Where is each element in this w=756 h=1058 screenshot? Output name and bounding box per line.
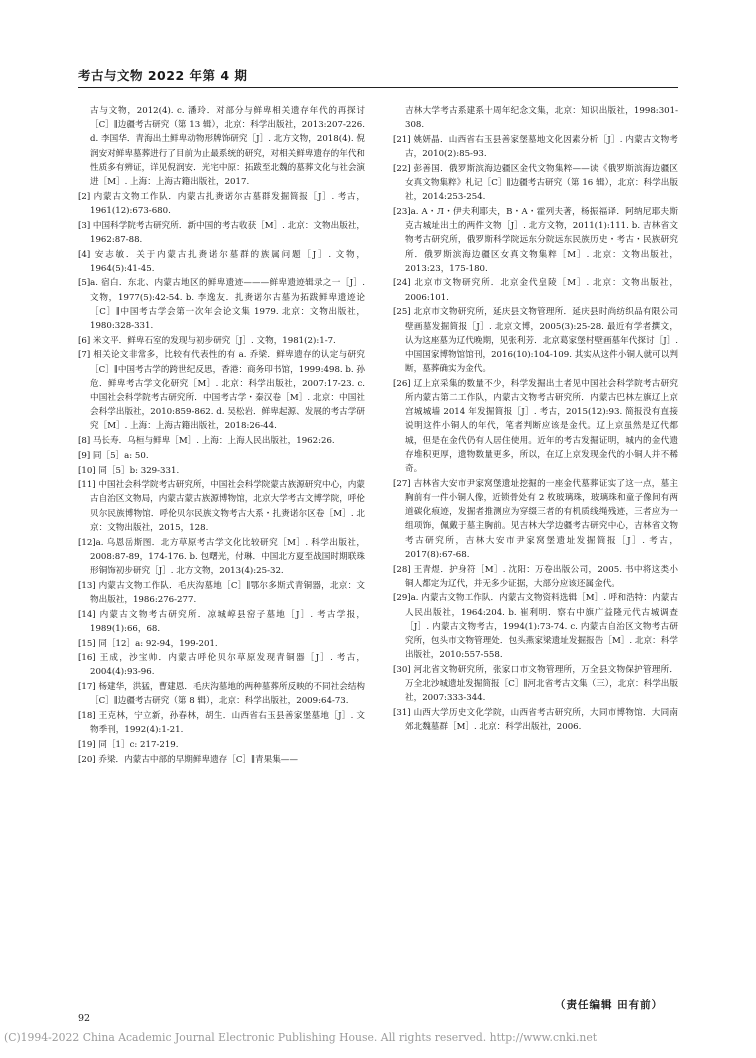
reference-entry: [16] 王成，沙宝帅．内蒙古呼伦贝尔草原发现青铜器［J］. 考古，2004(4):93-96. xyxy=(78,653,365,678)
reference-entry: [17] 杨建华，洪猛，曹建恩．毛庆沟墓地的两种墓葬所反映的不同社会结构［C］∥边疆考古研究（第 8 辑），北京：科学出版社，2009:64-73. xyxy=(78,682,365,707)
page-number: 92 xyxy=(78,1013,91,1024)
reference-entry: [18] 王克林，宁立新，孙春林，胡生．山西省右玉县善家堡墓地［J］. 文物季刊，1992(4):1-21. xyxy=(78,711,365,736)
reference-continuation: 吉林大学考古系建系十周年纪念文集，北京：知识出版社，1998:301-308. xyxy=(405,106,678,131)
reference-entry: [10] 同［5］b: 329-331. xyxy=(78,465,180,476)
reference-continuation: 古与文物，2012(4). c. 潘玲．对部分与鲜卑相关遗存年代的再探讨［C］∥边疆考古研究（第 13 辑），北京：科学出版社，2013:207-226. d. 李国华．青海出土鲜卑动物形牌饰研究［J］. 北方文物，2018(4). 倪润安对鲜卑墓葬进行了目前为止最系统的研究，对相关鲜卑遗存的年代和性质多有辨证，详见倪润安．光宅中原：拓跋至北魏的墓葬文化与社会演进［M］. 上海：上海古籍出版社，2017. xyxy=(90,106,366,188)
reference-entry: [31] 山西大学历史文化学院，山西省考古研究所，大同市博物馆．大同南郊北魏墓群［M］. 北京：科学出版社，2006. xyxy=(393,708,678,733)
reference-entry: [7] 相关论文非常多，比较有代表性的有 a. 乔梁．鲜卑遗存的认定与研究［C］∥中国考古学的跨世纪反思，香港：商务印书馆，1999:498. b. 孙危．鲜卑考古学文化研究［M］. 北京：科学出版社，2007:17-23. c. 中国社会科学院考古研究所．中国考古学・秦汉卷［M］. 北京：中国社会科学出版社，2010:859-862. d. 吴松岩．鲜卑起源、发展的考古学研究［M］. 上海：上海古籍出版社，2018:26-44. xyxy=(78,350,365,432)
reference-entry: [4] 安志敏．关于内蒙古扎赉诺尔墓群的族属问题［J］. 文物，1964(5):41-45. xyxy=(78,249,365,274)
reference-entry: [14] 内蒙古文物考古研究所．凉城崞县窑子墓地［J］. 考古学报，1989(1):66，68. xyxy=(78,609,365,634)
reference-entry: [3] 中国科学院考古研究所．新中国的考古收获［M］. 北京：文物出版社，1962:87-88. xyxy=(78,220,365,245)
reference-entry: [23]a. A・Л・伊夫利耶夫，B・A・霍列夫著，杨振福译．阿纳尼耶夫斯克古城址出土的两件文物［J］. 北方文物，2011(1):111. b. 吉林省文物考古研究所，俄罗斯科学院远东分院远东民族历史・考古・民族研究所．俄罗斯滨海边疆区女真文物集粹［M］. 北京：文物出版社，2013:23，175-180. xyxy=(393,206,678,274)
reference-entry: [21] 姚妍晶．山西省右玉县善家堡墓地文化因素分析［J］. 内蒙古文物考古，2010(2):85-93. xyxy=(393,134,678,160)
header-divider xyxy=(78,87,678,88)
reference-entry: [22] 彭善国．俄罗斯滨海边疆区金代文物集粹——读《俄罗斯滨海边疆区女真文物集粹》札记［C］∥边疆考古研究（第 16 辑），北京：科学出版社，2014:253-254. xyxy=(393,163,678,203)
reference-entry: [2] 内蒙古文物工作队．内蒙古扎赉诺尔古墓群发掘简报［J］. 考古，1961(12):673-680. xyxy=(78,191,365,216)
reference-entry: [29]a. 内蒙古文物工作队．内蒙古文物资料选辑［M］. 呼和浩特：内蒙古人民出版社，1964:204. b. 崔利明．察右中旗广益隆元代古城调查［J］. 内蒙古文物考古，1994(1):73-74. c. 内蒙古自治区文物考古研究所，包头市文物管理处．包头燕家梁遗址发掘报告［M］. 北京：科学出版社，2010:557-558. xyxy=(393,593,678,661)
journal-issue-header: 考古与文物 2022 年第 4 期 xyxy=(78,68,248,83)
reference-entry: [28] 王青煜．护身符［M］. 沈阳：万卷出版公司，2005. 书中将这类小铜人都定为辽代，并无多少证据，大部分应该还属金代。 xyxy=(393,564,678,589)
reference-column-left xyxy=(78,104,365,767)
reference-entry: [13] 内蒙古文物工作队．毛庆沟墓地［C］∥鄂尔多斯式青铜器，北京：文物出版社，1986:276-277. xyxy=(78,580,365,605)
reference-entry: [11] 中国社会科学院考古研究所，中国社会科学院蒙古族源研究中心，内蒙古自治区文物局，内蒙古蒙古族源博物馆，北京大学考古文博学院，呼伦贝尔民族博物馆．呼伦贝尔民族文物考古大系・扎赉诺尔区卷［M］. 北京：文物出版社，2015，128. xyxy=(78,480,366,533)
reference-entry: [20] 乔梁．内蒙古中部的早期鲜卑遗存［C］∥青果集—— xyxy=(78,754,298,765)
reference-entry: [12]a. 乌恩岳斯图．北方草原考古学文化比较研究［M］. 科学出版社，2008:87-89，174-176. b. 包曙光，付琳．中国北方夏至战国时期联珠形铜饰初步研究［J］. 北方文物，2013(4):25-32. xyxy=(78,537,365,576)
reference-entry: [15] 同［12］a: 92-94，199-201. xyxy=(78,638,218,649)
reference-entry: [19] 同［1］c: 217-219. xyxy=(78,739,179,750)
editor-credit: （责任编辑 田有前） xyxy=(555,999,664,1011)
reference-entry: [8] 马长寿．乌桓与鲜卑［M］. 上海：上海人民出版社，1962:26. xyxy=(78,436,335,447)
reference-entry: [30] 河北省文物研究所，张家口市文物管理所，万全县文物保护管理所．万全北沙城遗址发掘简报［C］∥河北省考古文集（三），北京：科学出版社，2007:333-344. xyxy=(393,664,678,704)
reference-entry: [25] 北京市文物研究所，延庆县文物管理所．延庆县时尚纺织品有限公司壁画墓发掘简报［J］. 北京文博，2005(3):25-28. 最近有学者撰文，认为这座墓为辽代晚期，见张利芳．北京葛家堡村壁画墓年代探讨［J］. 中国国家博物馆馆刊，2016(10):104-109. 其实从这件小铜人就可以判断，墓葬确实为金代。 xyxy=(393,307,678,375)
copyright-watermark: (C)1994-2022 China Academic Journal Electronic Publishing House. All rights reserved. http://www.cnki.net xyxy=(4,1031,598,1044)
reference-entry: [26] 辽上京采集的数量不少，科学发掘出土者见中国社会科学院考古研究所内蒙古第二工作队，内蒙古文物考古研究所．内蒙古巴林左旗辽上京宫城城墙 2014 年发掘简报［J］. 考古，2015(12):93. 简报没有直接说明这件小铜人的年代，笔者判断应该是金代。辽上京虽然是辽代都城，但是在金代仍有人居住使用。近年的考古发掘证明，城内的金代遗存堆积更厚，遗物数量更多，所以，在辽上京发现金代的小铜人并不稀奇。 xyxy=(393,378,678,475)
reference-entry: [24] 北京市文物研究所．北京金代皇陵［M］. 北京：文物出版社，2006:101. xyxy=(393,278,678,303)
reference-column-right xyxy=(393,104,678,735)
reference-entry: [5]a. 宿白．东北、内蒙古地区的鲜卑遗迹———鲜卑遗迹辑录之一［J］. 文物，1977(5):42-54. b. 李逸友．扎赉诺尔古墓为拓跋鲜卑遗迹论［C］∥中国考古学会第一次年会论文集 1979. 北京：文物出版社，1980:328-331. xyxy=(78,278,365,332)
reference-entry: [9] 同［5］a: 50. xyxy=(78,450,149,461)
reference-entry: [27] 吉林省大安市尹家窝堡遗址挖掘的一座金代墓葬证实了这一点，墓主胸前有一件小铜人像，近锁骨处有 2 枚玻璃珠，玻璃珠和童子像间有两道碳化痕迹，发掘者推测应为穿缀三者的有机质线绳残迹，三者应为一组项饰，佩戴于墓主胸前。见吉林大学边疆考古研究中心，吉林省文物考古研究所，吉林大安市尹家窝堡遗址发掘简报［J］. 考古，2017(8):67-68. xyxy=(393,478,678,560)
reference-entry: [6] 米文平．鲜卑石室的发现与初步研究［J］. 文物，1981(2):1-7. xyxy=(78,335,336,346)
